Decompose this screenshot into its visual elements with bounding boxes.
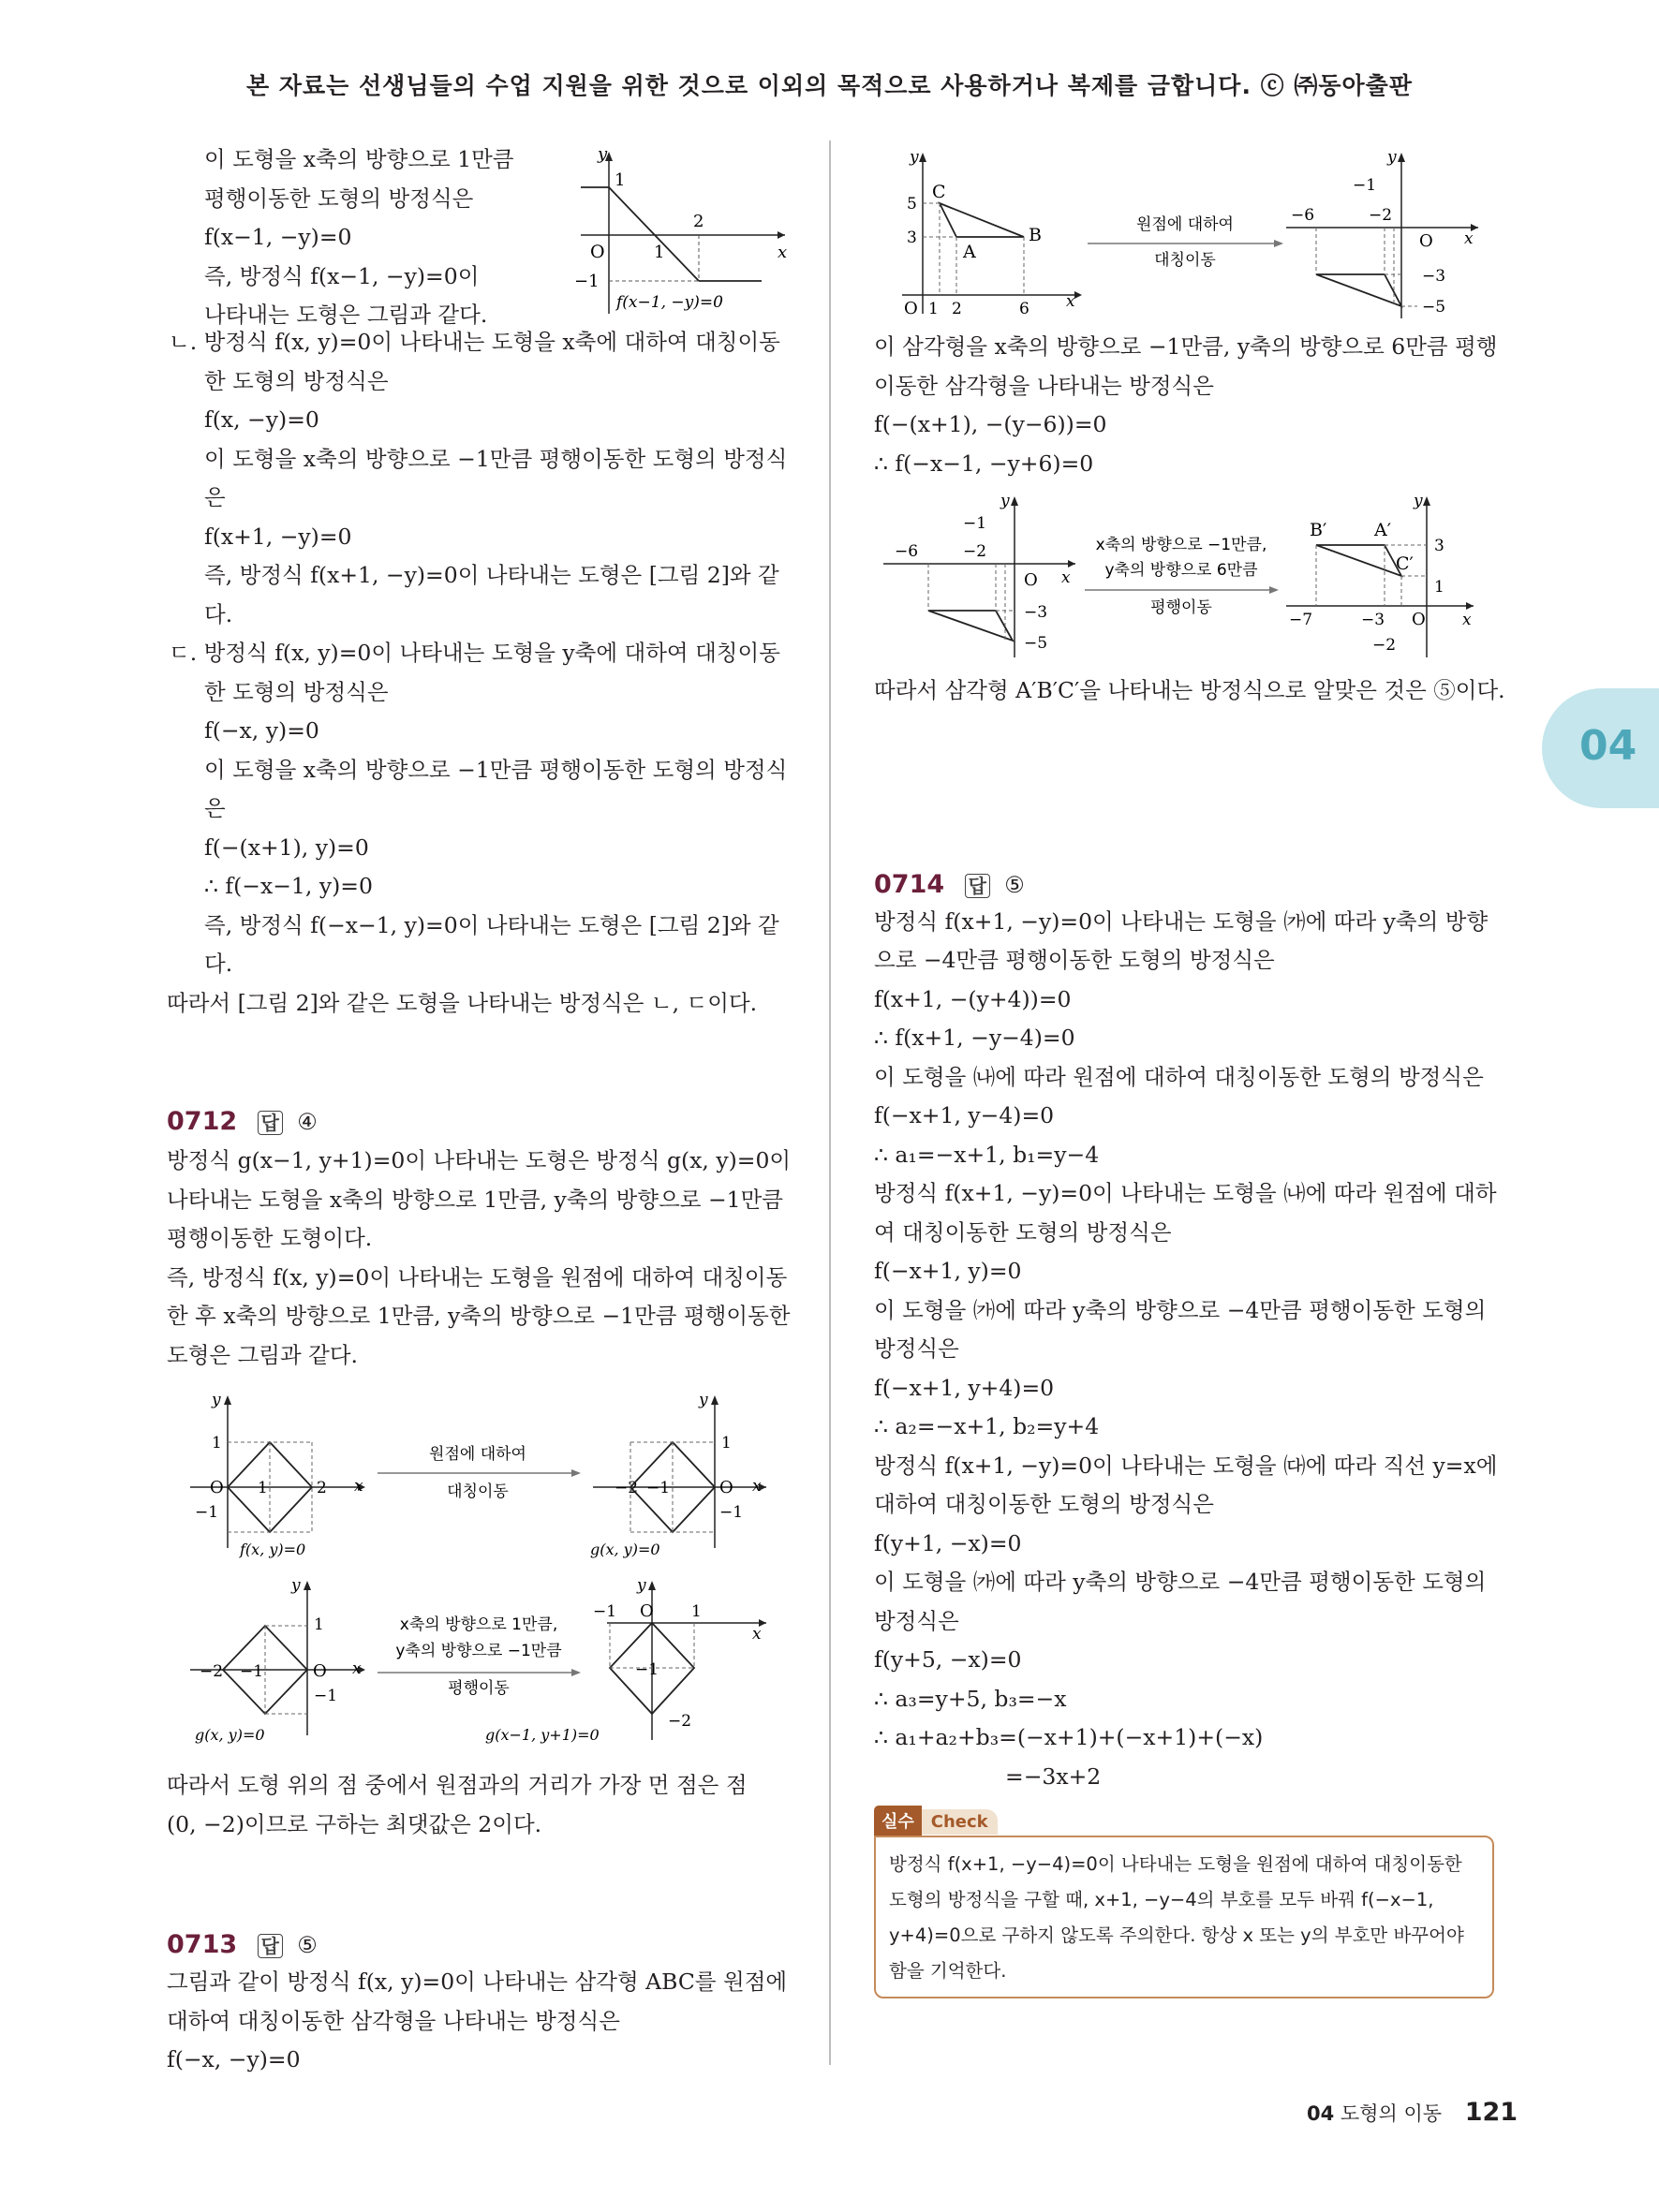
tick-label: 5: [907, 195, 917, 214]
tick-label: 3: [907, 229, 917, 247]
text-line: f(−x+1, y)=0: [874, 1258, 1022, 1284]
chapter-side-tab: [1542, 688, 1659, 808]
tick-label: −1: [719, 1503, 744, 1522]
text-line: 즉, 방정식 f(x+1, −y)=0이 나타내는 도형은 [그림 2]와 같다.: [204, 562, 779, 627]
question-number: 0712: [167, 1107, 238, 1136]
tick-label: 2: [317, 1479, 327, 1497]
axis-label-x: x: [1066, 292, 1075, 311]
graph-figure-0713-c: [874, 145, 1511, 323]
text-line: ∴ a₁+a₂+b₃=(−x+1)+(−x+1)+(−x): [874, 1724, 1264, 1750]
tick-label: −1: [963, 514, 987, 533]
tick-label: −1: [574, 272, 600, 291]
item-digeut-0: ㄷ. 방정식 f(x, y)=0이 나타내는 도형을 y축에 대하여 대칭이동한 도형의 방정식은: [169, 640, 780, 705]
text-line: ∴ f(x+1, −y−4)=0: [874, 1025, 1075, 1051]
text-line: f(y+5, −x)=0: [874, 1646, 1022, 1673]
text-line: ∴ a₃=y+5, b₃=−x: [874, 1685, 1067, 1712]
paragraph: 이 도형을 ㈎에 따라 y축의 방향으로 −4만큼 평행이동한 도형의 방정식은: [874, 1296, 1487, 1362]
axis-label-x: x: [1061, 568, 1071, 587]
axis-label-y: y: [598, 144, 608, 164]
text-line: f(−(x+1), y)=0: [204, 833, 369, 861]
arrow-label: 대칭이동: [1154, 251, 1216, 270]
page-number: 121: [1464, 2098, 1518, 2127]
tick-label: −2: [668, 1712, 692, 1731]
text-line: f(x, −y)=0: [204, 406, 319, 433]
axis-label-x: x: [752, 1477, 762, 1496]
tick-label: −7: [1289, 611, 1313, 629]
origin-label: O: [590, 242, 605, 262]
tick-label: 1: [928, 300, 939, 318]
text-line: f(−x, −y)=0: [167, 2046, 301, 2072]
answer-value: ⑤: [1004, 871, 1025, 898]
tick-label: −1: [240, 1662, 264, 1681]
right-column: [874, 140, 1505, 1998]
point-label: A′: [1374, 520, 1392, 540]
graph-figure-0712-a: [167, 1384, 766, 1571]
paragraph: 방정식 f(x+1, −y)=0이 나타내는 도형을 ㈎에 따라 y축의 방향으로 −4만큼 평행이동한 도형의 방정식은: [874, 907, 1489, 973]
axis-label-x: x: [778, 243, 788, 262]
graph-equation: g(x, y)=0: [195, 1726, 265, 1744]
paragraph: 그림과 같이 방정식 f(x, y)=0이 나타내는 삼각형 ABC를 원점에 대하여 대칭이동한 삼각형을 나타내는 방정식은: [167, 1969, 788, 2034]
question-number: 0714: [874, 869, 945, 899]
left-column: [167, 140, 794, 2080]
text-line: 이 도형을 x축의 방향으로 −1만큼 평행이동한 도형의 방정식은: [204, 756, 788, 821]
axis-label-y: y: [1000, 492, 1010, 510]
tick-label: 6: [1019, 300, 1029, 318]
tick-label: −6: [1291, 206, 1315, 225]
column-divider: [829, 140, 831, 2065]
text-line: f(y+1, −x)=0: [874, 1529, 1022, 1556]
answer-badge: 답: [965, 874, 990, 898]
check-badge-label: 실수: [874, 1806, 922, 1836]
origin-label: O: [1412, 610, 1426, 629]
question-header-0712: [167, 1107, 794, 1136]
tick-label: −1: [1353, 176, 1377, 195]
tick-label: 1: [258, 1479, 268, 1497]
chapter-tab-label: 04: [1579, 722, 1637, 770]
text-line: f(−x+1, y−4)=0: [874, 1102, 1055, 1128]
answer-badge: 답: [258, 1934, 283, 1958]
tick-label: −2: [1369, 206, 1393, 225]
tick-label: −2: [200, 1662, 224, 1681]
point-label: C′: [1396, 553, 1414, 574]
text-line: 이 도형을 x축의 방향으로 1만큼: [204, 146, 514, 172]
text-line: f(x+1, −(y+4))=0: [874, 985, 1072, 1012]
axis-label-y: y: [291, 1576, 301, 1595]
text-line: 즉, 방정식 f(−x−1, y)=0이 나타내는 도형은 [그림 2]와 같다.: [204, 911, 779, 977]
text-line: ∴ a₁=−x+1, b₁=y−4: [874, 1141, 1100, 1168]
tick-label: −2: [1372, 636, 1397, 655]
tick-label: −3: [1024, 603, 1048, 622]
tick-label: 1: [721, 1434, 732, 1453]
arrow-label: 평행이동: [448, 1679, 510, 1698]
text-line: ∴ a₂=−x+1, b₂=y+4: [874, 1413, 1100, 1439]
answer-value: ⑤: [297, 1932, 318, 1958]
page-footer: [1307, 2098, 1518, 2127]
answer-badge: 답: [258, 1111, 283, 1135]
point-label: C: [932, 182, 946, 202]
graph-equation: g(x, y)=0: [590, 1541, 660, 1558]
tick-label: 2: [693, 212, 704, 231]
origin-label: O: [313, 1661, 327, 1681]
tick-label: −3: [1361, 611, 1385, 629]
graph-equation: f(x−1, −y)=0: [616, 293, 723, 312]
footer-chapter-num: 04: [1307, 2102, 1335, 2125]
mistake-check-box: [874, 1806, 1502, 1998]
paragraph: 이 도형을 ㈎에 따라 y축의 방향으로 −4만큼 평행이동한 도형의 방정식은: [874, 1569, 1487, 1634]
text-line: 나타내는 도형은 그림과 같다.: [204, 302, 488, 328]
text-line: 즉, 방정식 f(x−1, −y)=0이: [204, 262, 480, 289]
tick-label: −5: [1024, 634, 1048, 653]
graph-figure-1: [570, 140, 794, 318]
paragraph: 이 삼각형을 x축의 방향으로 −1만큼, y축의 방향으로 6만큼 평행이동한 삼각형을 나타내는 방정식은: [874, 333, 1498, 399]
top-block: [167, 140, 794, 328]
axis-label-x: x: [1464, 229, 1474, 248]
tick-label: 1: [691, 1602, 702, 1621]
arrow-label: y축의 방향으로 6만큼: [1104, 561, 1258, 580]
text-line: =−3x+2: [1005, 1762, 1102, 1790]
tick-label: 1: [1434, 578, 1444, 597]
axis-label-y: y: [910, 148, 919, 167]
question-header-0713: [167, 1930, 794, 1959]
paragraph: 방정식 g(x−1, y+1)=0이 나타내는 도형은 방정식 g(x, y)=0이 나타내는 도형을 x축의 방향으로 1만큼, y축의 방향으로 −1만큼 평행이동한 도형이다.: [167, 1147, 792, 1251]
tick-label: −1: [314, 1687, 338, 1705]
text-line: (0, −2)이므로 구하는 최댓값은 2이다.: [167, 1810, 542, 1837]
check-text: 방정식 f(x+1, −y−4)=0이 나타내는 도형을 원점에 대하여 대칭이동한 도형의 방정식을 구할 때, x+1, −y−4의 부호를 모두 바꿔 f(−x−1, y+4)=0으로 구하지 않도록 주의한다. 항상 x 또는 y의 부호만 바꾸어야 함을 기억한다.: [874, 1836, 1494, 1998]
paragraph: 방정식 f(x+1, −y)=0이 나타내는 도형을 ㈏에 따라 원점에 대하여 대칭이동한 도형의 방정식은: [874, 1180, 1497, 1246]
text-line: f(−x+1, y+4)=0: [874, 1374, 1055, 1401]
conclusion-line: 따라서 [그림 2]와 같은 도형을 나타내는 방정식은 ㄴ, ㄷ이다.: [167, 989, 758, 1016]
graph-equation: f(x, y)=0: [240, 1541, 306, 1558]
axis-label-y: y: [1387, 148, 1397, 167]
tick-label: −1: [646, 1479, 671, 1497]
paragraph: 즉, 방정식 f(x, y)=0이 나타내는 도형을 원점에 대하여 대칭이동한 후 x축의 방향으로 1만큼, y축의 방향으로 −1만큼 평행이동한 도형은 그림과 같다.: [167, 1263, 791, 1368]
axis-label-x: x: [1462, 611, 1472, 629]
tick-label: 1: [615, 170, 626, 190]
tick-label: −1: [195, 1503, 219, 1522]
axis-label-x: x: [354, 1477, 363, 1496]
text-line: f(x−1, −y)=0: [204, 224, 352, 250]
graph-equation: g(x−1, y+1)=0: [485, 1726, 600, 1744]
origin-label: O: [1419, 231, 1433, 251]
tick-label: −2: [615, 1479, 639, 1497]
point-label: B′: [1310, 520, 1327, 540]
arrow-label: 원점에 대하여: [429, 1445, 526, 1464]
text-line: 따라서 도형 위의 점 중에서 원점과의 거리가 가장 먼 점은 점: [167, 1772, 748, 1798]
question-number: 0713: [167, 1930, 238, 1959]
answer-value: ④: [297, 1109, 318, 1135]
text-line: f(−(x+1), −(y−6))=0: [874, 411, 1107, 437]
tick-label: 1: [654, 243, 665, 262]
text-line: f(x+1, −y)=0: [204, 523, 352, 550]
arrow-label: 평행이동: [1150, 598, 1212, 617]
conclusion-line: 따라서 삼각형 A′B′C′을 나타내는 방정식으로 알맞은 것은 ⑤이다.: [874, 677, 1505, 703]
axis-label-y: y: [699, 1391, 708, 1409]
arrow-label: x축의 방향으로 −1만큼,: [1095, 536, 1267, 554]
text-line: ∴ f(−x−1, y)=0: [204, 873, 373, 899]
text-line: f(−x, y)=0: [204, 717, 319, 744]
arrow-label: 원점에 대하여: [1136, 215, 1234, 234]
origin-label: O: [210, 1478, 224, 1497]
origin-label: O: [640, 1601, 654, 1621]
arrow-label: x축의 방향으로 1만큼,: [399, 1615, 558, 1634]
tick-label: −2: [963, 542, 987, 561]
text-line: 이 도형을 ㈏에 따라 원점에 대하여 대칭이동한 도형의 방정식은: [874, 1063, 1484, 1090]
item-nieun-0: ㄴ. 방정식 f(x, y)=0이 나타내는 도형을 x축에 대하여 대칭이동한 도형의 방정식은: [169, 329, 780, 394]
axis-label-y: y: [637, 1576, 646, 1595]
axis-label-y: y: [212, 1391, 221, 1409]
origin-label: O: [1024, 570, 1038, 590]
paragraph: 방정식 f(x+1, −y)=0이 나타내는 도형을 ㈐에 따라 직선 y=x에 대하여 대칭이동한 도형의 방정식은: [874, 1452, 1498, 1517]
graph-figure-0713-d: [874, 489, 1511, 662]
text-line: ∴ f(−x−1, −y+6)=0: [874, 450, 1094, 477]
arrow-label: y축의 방향으로 −1만큼: [395, 1642, 562, 1660]
tick-label: −3: [1422, 267, 1446, 286]
tick-label: 2: [952, 300, 962, 318]
copyright-notice: 본 자료는 선생님들의 수업 지원을 위한 것으로 이외의 목적으로 사용하거나 복제를 금합니다. ⓒ ㈜동아출판: [246, 72, 1413, 99]
text-line: 평행이동한 도형의 방정식은: [204, 184, 474, 212]
tick-label: 1: [314, 1615, 324, 1634]
question-header-0714: [874, 870, 1502, 899]
check-badge-title: Check: [922, 1809, 998, 1835]
tick-label: −6: [895, 542, 919, 561]
origin-label: O: [904, 299, 918, 318]
text-line: 이 도형을 x축의 방향으로 −1만큼 평행이동한 도형의 방정식은: [204, 445, 788, 510]
point-label: A: [963, 242, 976, 262]
axis-label-x: x: [352, 1659, 362, 1678]
tick-label: 3: [1434, 537, 1444, 555]
axis-label-x: x: [752, 1625, 762, 1644]
arrow-label: 대칭이동: [447, 1482, 509, 1501]
tick-label: −1: [635, 1660, 659, 1679]
point-label: B: [1029, 225, 1042, 245]
axis-label-y: y: [1414, 492, 1423, 510]
footer-chapter-title: 도형의 이동: [1340, 2102, 1443, 2125]
graph-figure-0712-b: [167, 1571, 766, 1759]
tick-label: −5: [1422, 298, 1446, 317]
tick-label: 1: [212, 1434, 222, 1453]
tick-label: −1: [593, 1602, 617, 1621]
origin-label: O: [719, 1478, 733, 1497]
